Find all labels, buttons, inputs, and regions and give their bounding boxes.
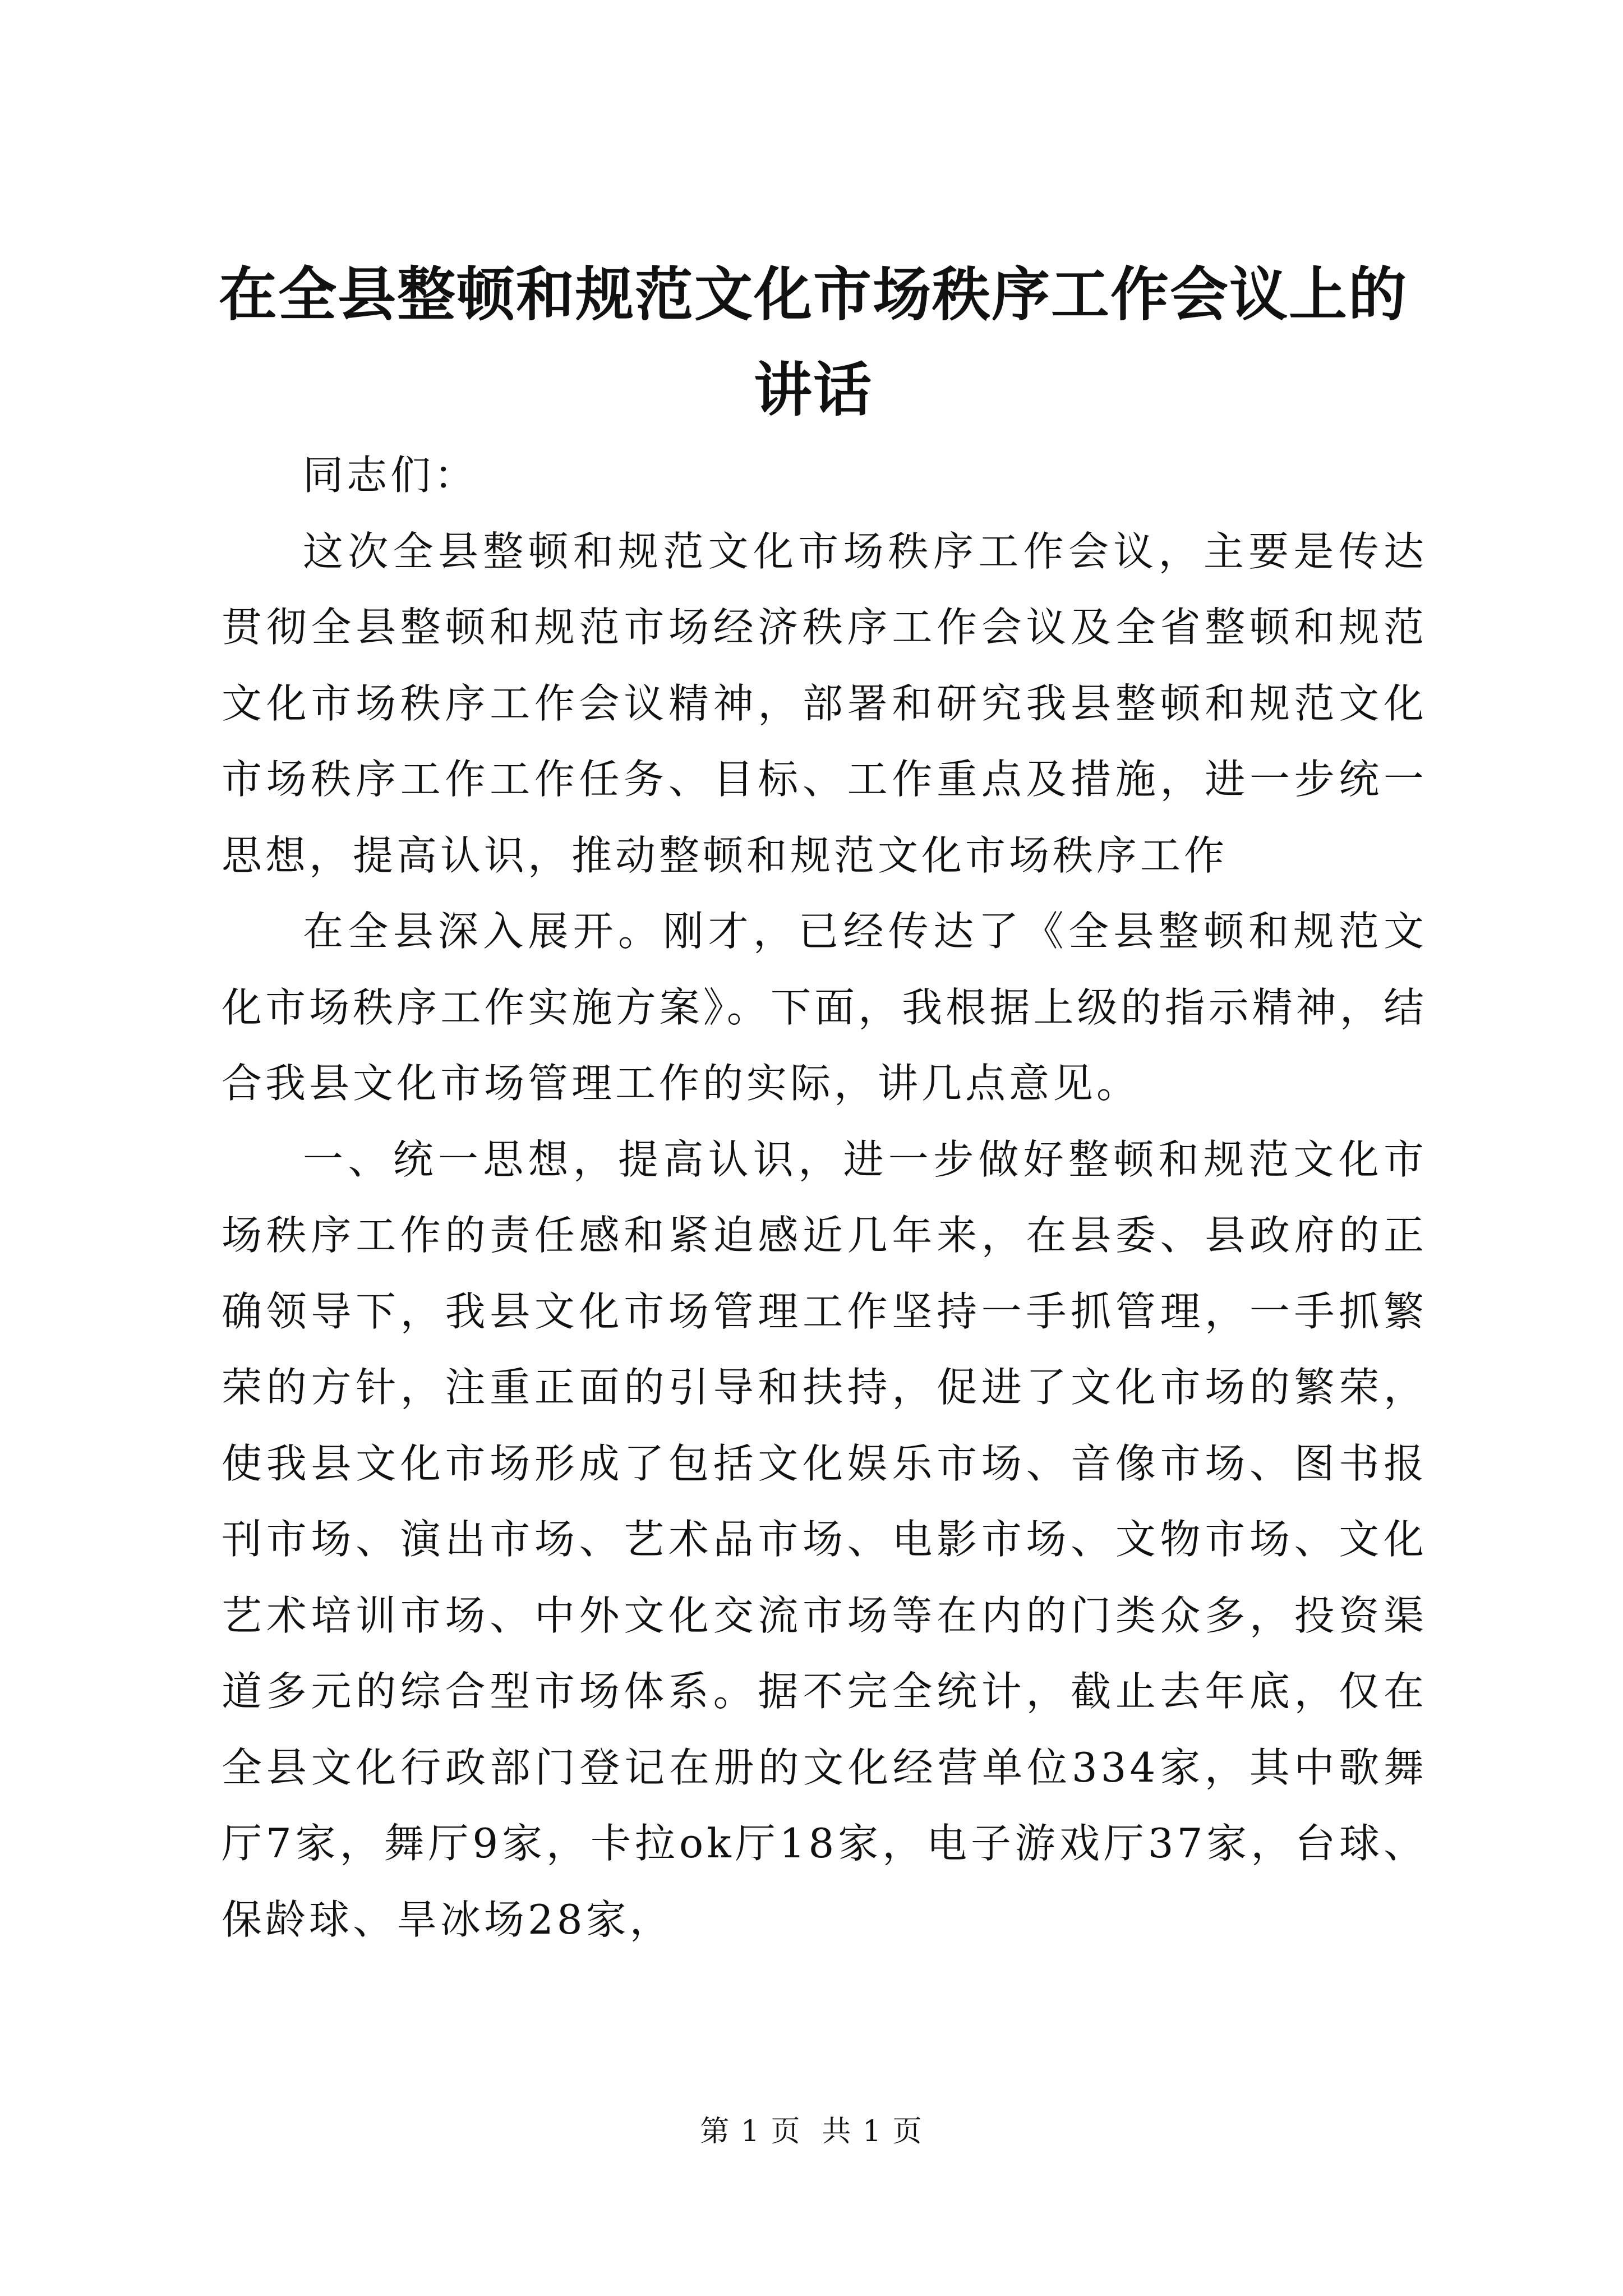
page-number-label: 第 1 页 共 1 页 (700, 2115, 923, 2148)
body-paragraph: 在全县深入展开。刚才，已经传达了《全县整顿和规范文化市场秩序工作实施方案》。下面，我根据上级的指示精神，结合我县文化市场管理工作的实际，讲几点意见。 (222, 908, 1427, 1107)
document-body (222, 438, 1427, 1958)
document-title: 在全县整顿和规范文化市场秩序工作会议上的讲话 (218, 260, 1408, 424)
page-footer (0, 2112, 1623, 2151)
body-paragraph: 一、统一思想，提高认识，进一步做好整顿和规范文化市场秩序工作的责任感和紧迫感近几年来，在县委、县政府的正确领导下，我县文化市场管理工作坚持一手抓管理，一手抓繁荣的方针，注重正面的引导和扶持，促进了文化市场的繁荣，使我县文化市场形成了包括文化娱乐市场、音像市场、图书报刊市场、演出市场、艺术品市场、电影市场、文物市场、文化艺术培训市场、中外文化交流市场等在内的门类众多，投资渠道多元的综合型市场体系。据不完全统计，截止去年底，仅在全县文化行政部门登记在册的文化经营单位334家，其中歌舞厅7家，舞厅9家，卡拉ok厅18家，电子游戏厅37家，台球、保龄球、旱冰场28家， (222, 1135, 1427, 1943)
salutation-paragraph: 同志们： (303, 452, 478, 499)
body-paragraph: 这次全县整顿和规范文化市场秩序工作会议，主要是传达贯彻全县整顿和规范市场经济秩序工作会议及全省整顿和规范文化市场秩序工作会议精神，部署和研究我县整顿和规范文化市场秩序工作工作任务、目标、工作重点及措施，进一步统一思想，提高认识，推动整顿和规范文化市场秩序工作 (222, 527, 1427, 879)
